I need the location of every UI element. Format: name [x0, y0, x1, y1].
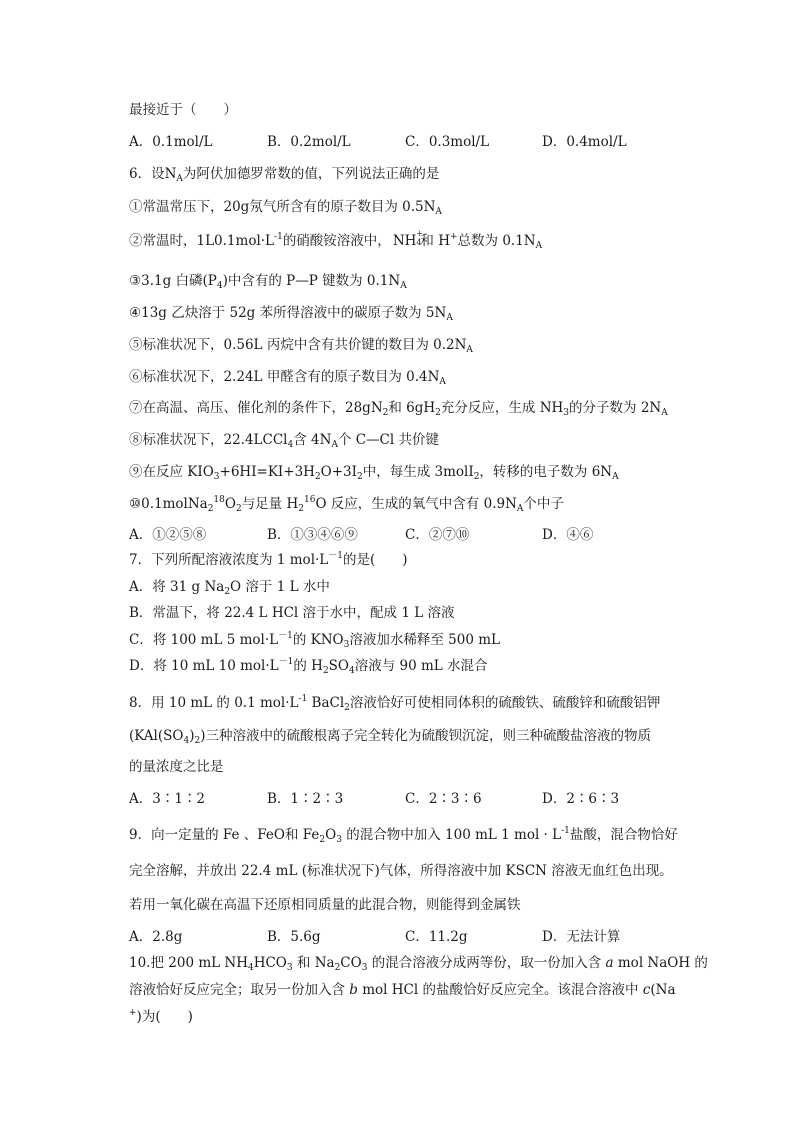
q9-stem-line-2: 完全溶解，并放出 22.4 mL (标准状况下)气体，所得溶液中加 KSCN 溶液无血红色出现。 [129, 863, 673, 879]
q8-option-d: D．2∶6∶3 [542, 791, 620, 807]
q6-option-d: D．④⑥ [542, 527, 594, 543]
q8-option-c: C．2∶3∶6 [405, 791, 482, 807]
q6-statement-7: ⑦在高温、高压、催化剂的条件下，$28gN_2$和 $6gH_2$充分反应，生成 $NH_3$的分子数为 $2N_A$ [129, 400, 668, 418]
q6-option-a: A．①②⑤⑧ [129, 527, 207, 543]
q10-stem-line-3: +)为( ) [129, 1008, 193, 1025]
q9-option-a: A．2.8g [129, 929, 183, 945]
q6-statement-6: ⑥标准状况下，2.24L 甲醛含有的原子数目为 $0.4N_A$ [129, 369, 446, 387]
q7-option-c: C．将 100 mL 5 $mol\cdot L^{-1}$的 $KNO_3$溶液加水稀释至 500 mL [129, 631, 500, 650]
q6-stem: 6．设$N_A$为阿伏加德罗常数的值，下列说法正确的是 [129, 166, 440, 184]
q7-option-b: B．常温下，将 22.4 L HCl 溶于水中，配成 1 L 溶液 [129, 605, 455, 621]
q9-option-c: C．11.2g [405, 929, 468, 945]
q8-stem-line-3: 的量浓度之比是 [129, 759, 224, 775]
ammonium-ion-formula: NH + 4 [392, 229, 424, 249]
q5-option-b: B．0.2mol/L [267, 134, 351, 150]
q5-option-a: A．0.1mol/L [129, 134, 213, 150]
q6-statement-5: ⑤标准状况下，0.56L 丙烷中含有共价键的数目为 $0.2N_A$ [129, 337, 473, 355]
q9-option-b: B．5.6g [267, 929, 321, 945]
q7-option-a: A．将 31 g $Na_2O$ 溶于 1 L 水中 [129, 579, 330, 597]
q9-option-d: D．无法计算 [542, 929, 621, 945]
q5-option-c: C．0.3mol/L [405, 134, 490, 150]
q10-stem-line-2: 溶液恰好反应完全；取另一份加入含 b mol HCl 的盐酸恰好反应完全。该混合溶液中 c(Na [129, 982, 676, 998]
q8-stem-line-2: $(KAl(SO_4)_2)$三种溶液中的硫酸根离子完全转化为硫酸钡沉淀，则三种硫酸盐溶液的物质 [129, 728, 651, 746]
q6-statement-2: ②常温时，$1L0.1mol\cdot L^{-1}$的硝酸铵溶液中， NH + 4 和 H+总数为 $0.1N_A$ [129, 229, 543, 251]
q8-stem-line-1: 8．用 10 mL 的 0.1 $mol\cdot L^{-1}$ BaCl$_2$溶液恰好可使相同体积的硫酸铁、硫酸锌和硫酸铝钾 [129, 694, 661, 713]
q6-statement-9: ⑨在反应 $KIO_3+6HI=KI+3H_2O+3I_2$中，每生成 3molI$_2$，转移的电子数为 $6N_A$ [129, 464, 619, 482]
q8-option-a: A．3∶1∶2 [129, 791, 206, 807]
q10-stem-line-1: 10.把 200 mL $NH_4HCO_3$ 和 $Na_2CO_3$ 的混合溶液分成两等份，取一份加入含 a mol NaOH 的 [129, 955, 708, 973]
q5-option-d: D．0.4mol/L [542, 134, 627, 150]
q6-statement-1: ①常温常压下，20g氖气所含有的原子数目为 $0.5N_A$ [129, 199, 442, 217]
q9-stem-line-3: 若用一氧化碳在高温下还原相同质量的此混合物，则能得到金属铁 [129, 897, 521, 913]
q6-statement-4: ④13g 乙炔溶于 52g 苯所得溶液中的碳原子数为 $5N_A$ [129, 305, 453, 323]
q7-option-d: D．将 10 mL 10 $mol\cdot L^{-1}$的 $H_2SO_4$溶液与 90 mL 水混合 [129, 657, 488, 676]
q6-statement-3: ③3.1g 白磷$(P_4)$中含有的 P—P 键数为 $0.1N_A$ [129, 273, 407, 291]
q9-stem-line-1: 9．向一定量的 Fe 、FeO和 $Fe_2O_3$ 的混合物中加入 100 mL 1 mol · $L^{-1}$盐酸，混合物恰好 [129, 826, 678, 845]
q6-option-c: C．②⑦⑩ [405, 527, 470, 543]
q7-stem: 7．下列所配溶液浓度为 1 $mol\cdot L^{-1}$的是( ) [129, 551, 408, 568]
q5-stem-tail: 最接近于（ ） [129, 102, 237, 118]
q8-option-b: B．1∶2∶3 [267, 791, 344, 807]
q6-option-b: B．①③④⑥⑨ [267, 527, 358, 543]
q6-statement-8: ⑧标准状况下，22.4LCCl$_4$含 $4N_A$个 C—Cl 共价键 [129, 432, 439, 450]
q6-statement-10: $⑩0.1molNa_2^{18}O_2$与足量 $H_2^{16}O$ 反应，生成的氧气中含有 $0.9N_A$个中子 [129, 495, 564, 514]
